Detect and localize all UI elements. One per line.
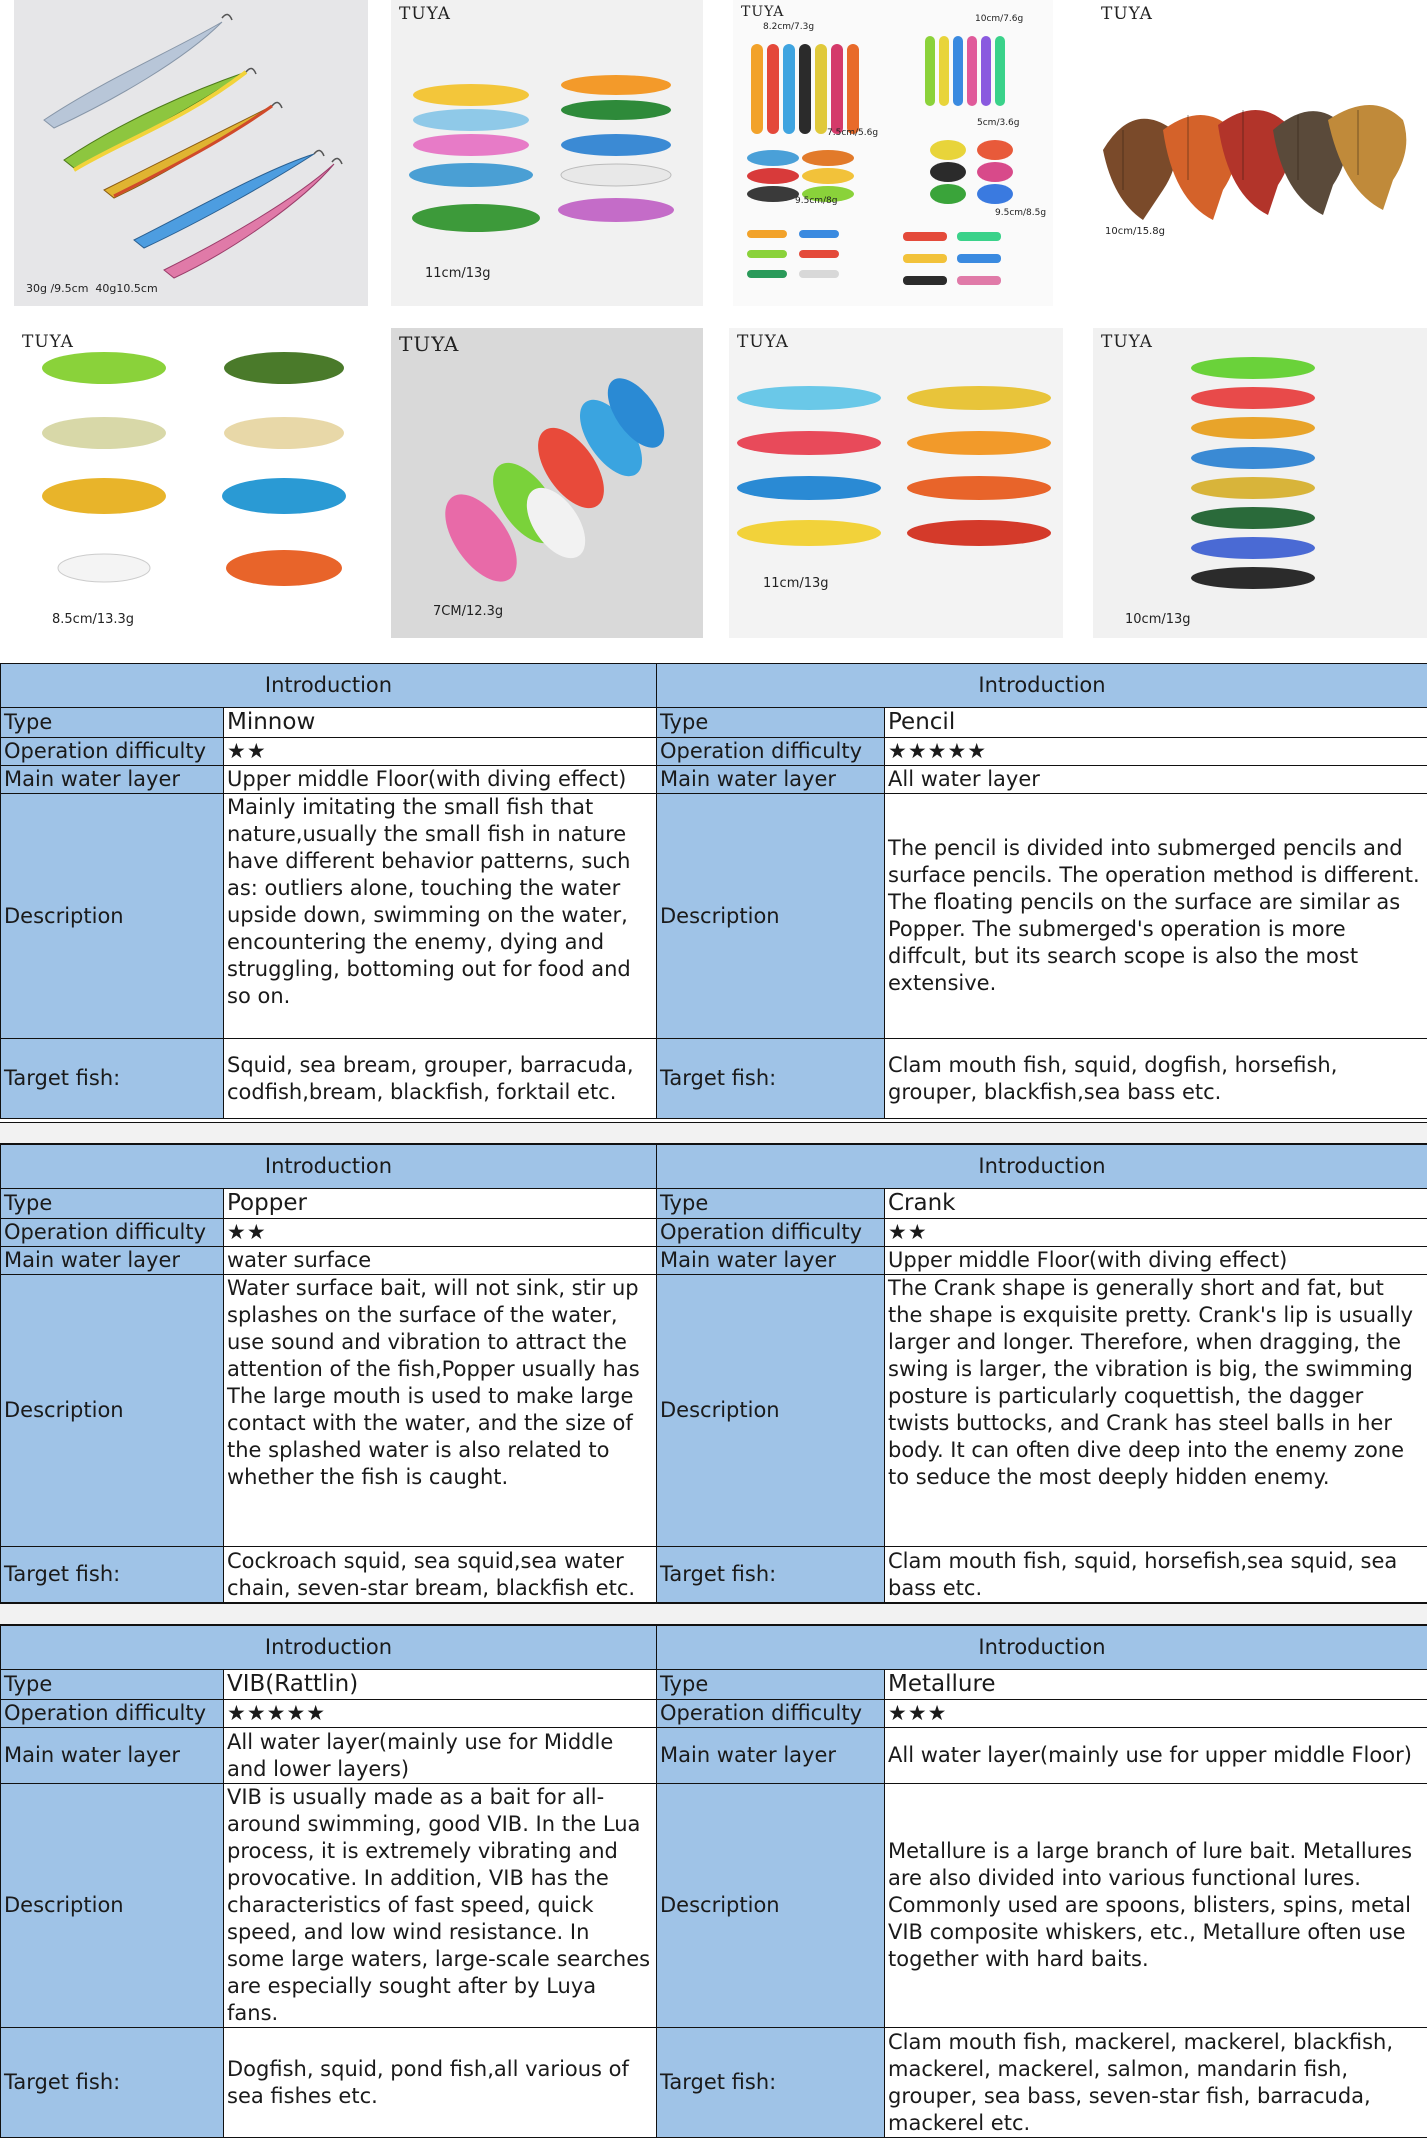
difficulty-label: Operation difficulty — [657, 1700, 885, 1728]
photo-caption: 9.5cm/8g — [795, 196, 838, 206]
type-label: Type — [657, 1189, 885, 1219]
target-fish-label: Target fish: — [1, 1547, 224, 1603]
photo-swimbait-lures — [1093, 0, 1427, 306]
long-minnow-lures-image — [729, 328, 1063, 638]
water-layer-value: Upper middle Floor(with diving effect) — [224, 766, 657, 794]
brand-logo: TUYA — [22, 332, 74, 352]
difficulty-label: Operation difficulty — [1, 738, 224, 766]
description-label: Description — [657, 1275, 885, 1547]
target-fish-value: Dogfish, squid, pond fish,all various of sea fishes etc. — [224, 2028, 657, 2138]
lure-info-table-popper — [0, 1144, 657, 1603]
difficulty-rating: ★★★★★ — [885, 738, 1427, 766]
water-layer-label: Main water layer — [1, 1247, 224, 1275]
description-text: VIB is usually made as a bait for all-around swimming, good VIB. In the Lua process, it is extremely vibrating and provocative. In addition, VIB has the characteristics of fast speed, quick speed, and low wind resistance. In some large waters, large-scale searches are especially sought after by Luya fans. — [224, 1784, 657, 2028]
section-divider — [0, 1122, 1427, 1144]
type-label: Type — [657, 1670, 885, 1700]
photo-caption: 7.5cm/5.6g — [827, 128, 879, 138]
water-layer-label: Main water layer — [657, 1728, 885, 1784]
table-header: Introduction — [657, 664, 1427, 708]
brand-logo: TUYA — [741, 4, 785, 20]
table-header: Introduction — [657, 1626, 1427, 1670]
difficulty-rating: ★★ — [224, 738, 657, 766]
section-divider — [0, 1603, 1427, 1625]
table-header: Introduction — [1, 1145, 657, 1189]
description-label: Description — [657, 1784, 885, 2028]
type-label: Type — [1, 708, 224, 738]
photo-minnow-lures — [391, 0, 703, 306]
water-layer-value: All water layer(mainly use for upper middle Floor) — [885, 1728, 1427, 1784]
type-value: Pencil — [885, 708, 1427, 738]
photo-mixed-lure-set — [733, 0, 1053, 306]
photo-caption: 11cm/13g — [425, 266, 491, 281]
brand-logo: TUYA — [1101, 332, 1153, 352]
photo-caption: 30g /9.5cm 40g10.5cm — [26, 282, 158, 295]
difficulty-rating: ★★ — [885, 1219, 1427, 1247]
water-layer-value: All water layer(mainly use for Middle and lower layers) — [224, 1728, 657, 1784]
minnow-lures-image — [391, 0, 703, 306]
lure-info-table-minnow — [0, 663, 657, 1119]
water-layer-value: water surface — [224, 1247, 657, 1275]
type-label: Type — [1, 1189, 224, 1219]
photo-caption: 5cm/3.6g — [977, 118, 1020, 128]
type-value: Popper — [224, 1189, 657, 1219]
description-text: Mainly imitating the small fish that nature,usually the small fish in nature have different behavior patterns, such as: outliers alone, touching the water upside down, swimming on the water, encountering the enemy, dying and struggling, bottoming out for food and so on. — [224, 794, 657, 1039]
difficulty-label: Operation difficulty — [657, 1219, 885, 1247]
lure-info-table-metallure — [656, 1625, 1427, 2138]
type-value: Crank — [885, 1189, 1427, 1219]
description-text: The Crank shape is generally short and fat, but the shape is exquisite pretty. Crank's lip is usually larger and longer. Therefore, when dragging, the swing is larger, the vibration is big, the swimming posture is particularly coquettish, the dagger twists buttocks, and Crank has steel balls in her body. It can often dive deep into the enemy zone to seduce the most deeply hidden enemy. — [885, 1275, 1427, 1547]
photo-metal-jigs — [14, 0, 368, 306]
prop-bait-lures-image — [1093, 328, 1427, 638]
water-layer-value: All water layer — [885, 766, 1427, 794]
lure-info-table-crank — [656, 1144, 1427, 1603]
description-text: The pencil is divided into submerged pencils and surface pencils. The operation method is different. The floating pencils on the surface are similar as Popper. The submerged's operation is more diffcult, but its search scope is also the most extensive. — [885, 794, 1427, 1039]
photo-long-minnow-lures — [729, 328, 1063, 638]
photo-caption: 11cm/13g — [763, 576, 829, 591]
table-header: Introduction — [1, 1626, 657, 1670]
description-label: Description — [657, 794, 885, 1039]
photo-whopper-plopper-lures — [1093, 328, 1427, 638]
difficulty-label: Operation difficulty — [657, 738, 885, 766]
difficulty-label: Operation difficulty — [1, 1219, 224, 1247]
product-photo-gallery — [0, 0, 1427, 660]
water-layer-label: Main water layer — [657, 1247, 885, 1275]
description-label: Description — [1, 1784, 224, 2028]
target-fish-value: Clam mouth fish, squid, dogfish, horsefish, grouper, blackfish,sea bass etc. — [885, 1039, 1427, 1119]
table-header: Introduction — [657, 1145, 1427, 1189]
description-text: Water surface bait, will not sink, stir up splashes on the surface of the water, use sound and vibration to attract the attention of the fish,Popper usually has The large mouth is used to make large contact with the water, and the size of the splashed water is also related to whether the fish is caught. — [224, 1275, 657, 1547]
lure-info-table-vib — [0, 1625, 657, 2138]
metal-jig-lures-image — [14, 0, 368, 306]
target-fish-value: Clam mouth fish, squid, horsefish,sea squid, sea bass etc. — [885, 1547, 1427, 1603]
type-value: Metallure — [885, 1670, 1427, 1700]
water-layer-label: Main water layer — [1, 766, 224, 794]
type-label: Type — [1, 1670, 224, 1700]
mixed-lures-image — [733, 0, 1053, 306]
table-header: Introduction — [1, 664, 657, 708]
target-fish-label: Target fish: — [657, 2028, 885, 2138]
lure-info-table-pencil — [656, 663, 1427, 1119]
difficulty-label: Operation difficulty — [1, 1700, 224, 1728]
target-fish-value: Squid, sea bream, grouper, barracuda, codfish,bream, blackfish, forktail etc. — [224, 1039, 657, 1119]
target-fish-label: Target fish: — [657, 1547, 885, 1603]
description-label: Description — [1, 1275, 224, 1547]
photo-caption: 10cm/7.6g — [975, 14, 1024, 24]
brand-logo: TUYA — [737, 332, 789, 352]
water-layer-value: Upper middle Floor(with diving effect) — [885, 1247, 1427, 1275]
target-fish-value: Cockroach squid, sea squid,sea water chain, seven-star bream, blackfish etc. — [224, 1547, 657, 1603]
type-value: VIB(Rattlin) — [224, 1670, 657, 1700]
difficulty-rating: ★★ — [224, 1219, 657, 1247]
brand-logo: TUYA — [1101, 4, 1153, 24]
swimbait-lures-image — [1093, 0, 1427, 306]
photo-caption: 8.5cm/13.3g — [52, 612, 135, 627]
description-text: Metallure is a large branch of lure bait. Metallures are also divided into various functional lures. Commonly used are spoons, blisters, spins, metal VIB composite whiskers, etc., Metallure often use together with hard baits. — [885, 1784, 1427, 2028]
description-label: Description — [1, 794, 224, 1039]
photo-caption: 9.5cm/8.5g — [995, 208, 1047, 218]
photo-caption: 8.2cm/7.3g — [763, 22, 815, 32]
brand-logo: TUYA — [399, 332, 460, 356]
photo-caption: 7CM/12.3g — [433, 604, 504, 619]
target-fish-label: Target fish: — [1, 1039, 224, 1119]
minnow-lures-image — [14, 328, 368, 638]
feather-lures-image — [391, 328, 703, 638]
target-fish-label: Target fish: — [657, 1039, 885, 1119]
type-value: Minnow — [224, 708, 657, 738]
photo-feather-lures — [391, 328, 703, 638]
target-fish-label: Target fish: — [1, 2028, 224, 2138]
photo-caption: 10cm/15.8g — [1105, 226, 1165, 237]
photo-caption: 10cm/13g — [1125, 612, 1191, 627]
brand-logo: TUYA — [399, 4, 451, 24]
type-label: Type — [657, 708, 885, 738]
water-layer-label: Main water layer — [657, 766, 885, 794]
photo-minnow-lures-2 — [14, 328, 368, 638]
water-layer-label: Main water layer — [1, 1728, 224, 1784]
difficulty-rating: ★★★ — [885, 1700, 1427, 1728]
target-fish-value: Clam mouth fish, mackerel, mackerel, blackfish, mackerel, mackerel, salmon, mandarin fish, grouper, sea bass, seven-star fish, barracuda, mackerel etc. — [885, 2028, 1427, 2138]
difficulty-rating: ★★★★★ — [224, 1700, 657, 1728]
